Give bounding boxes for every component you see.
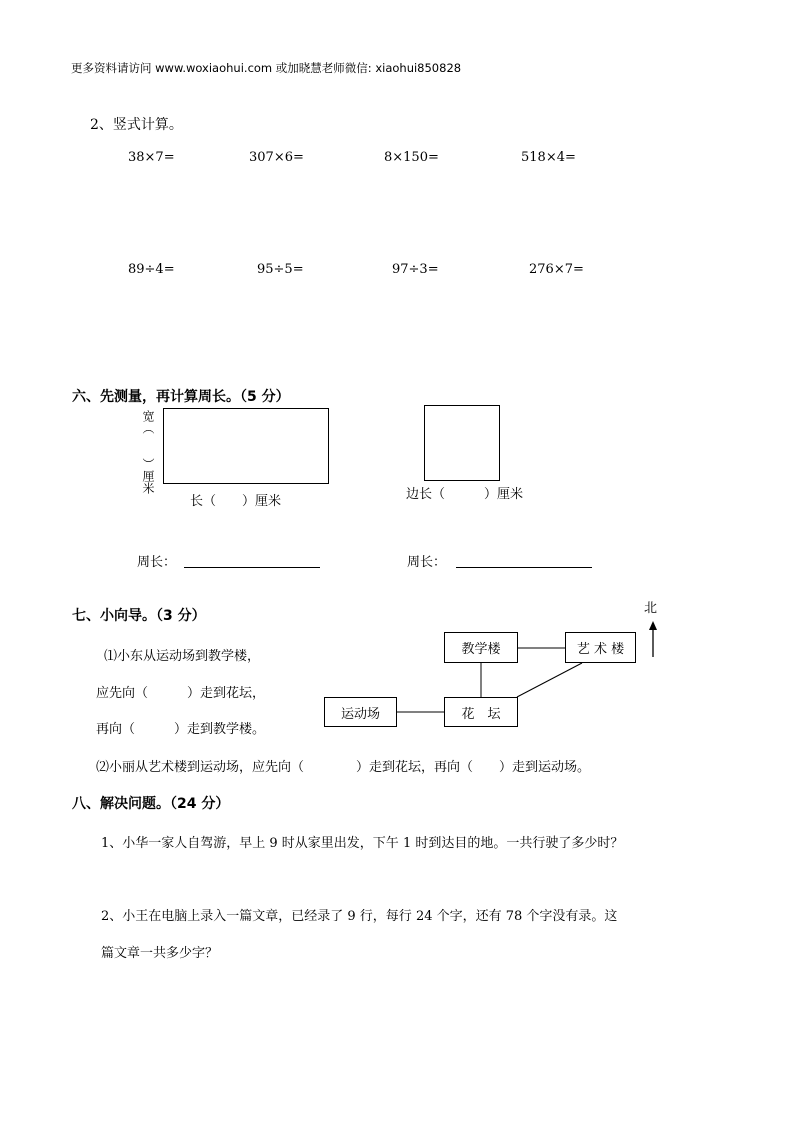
map-teaching-building: 教学楼 [444,632,518,663]
calc-problem: 38×7= [128,150,175,165]
q2-text: ⑵小丽从艺术楼到运动场，应先向（ ）走到花坛，再向（ ）走到运动场。 [96,760,591,775]
q1-text: 应先向（ ）走到花坛， [96,686,266,701]
page-header: 更多资料请访问 www.woxiaohui.com 或加晓慧老师微信: xiaohui850828 [71,61,462,75]
perimeter-label: 周长： [407,555,447,570]
calc-problem: 89÷4= [128,262,175,277]
calc-problem: 518×4= [521,150,576,165]
map-art-building: 艺 术 楼 [565,632,636,663]
problem-1: 1、小华一家人自驾游，早上 9 时从家里出发，下午 1 时到达目的地。一共行驶了多少时？ [101,836,624,851]
vertical-calc-title: 2、竖式计算。 [90,117,183,133]
problem-2: 2、小王在电脑上录入一篇文章，已经录了 9 行，每行 24 个字，还有 78 个字没有录。这 [101,909,618,924]
q1-text: ⑴小东从运动场到教学楼， [104,649,261,664]
map-flower-bed: 花 坛 [444,697,518,727]
section6-title: 六、先测量，再计算周长。（5 分） [72,389,290,405]
perimeter-label: 周长： [137,555,177,570]
calc-problem: 97÷3= [392,262,439,277]
calc-problem: 95÷5= [257,262,304,277]
problem-2-cont: 篇文章一共多少字？ [101,946,219,961]
calc-problem: 307×6= [249,150,304,165]
map-sports-field: 运动场 [324,697,397,727]
q1-text: 再向（ ）走到教学楼。 [96,722,266,737]
section7-title: 七、小向导。（3 分） [72,608,206,624]
rect-width-label: 宽（ ）厘米 [141,410,155,494]
rect-length-label: 长（ ）厘米 [190,494,282,509]
calc-problem: 276×7= [529,262,584,277]
section8-title: 八、解决问题。（24 分） [72,796,230,812]
north-label: 北 [644,601,658,616]
calc-problem: 8×150= [384,150,439,165]
square-side-label: 边长（ ）厘米 [406,487,524,502]
